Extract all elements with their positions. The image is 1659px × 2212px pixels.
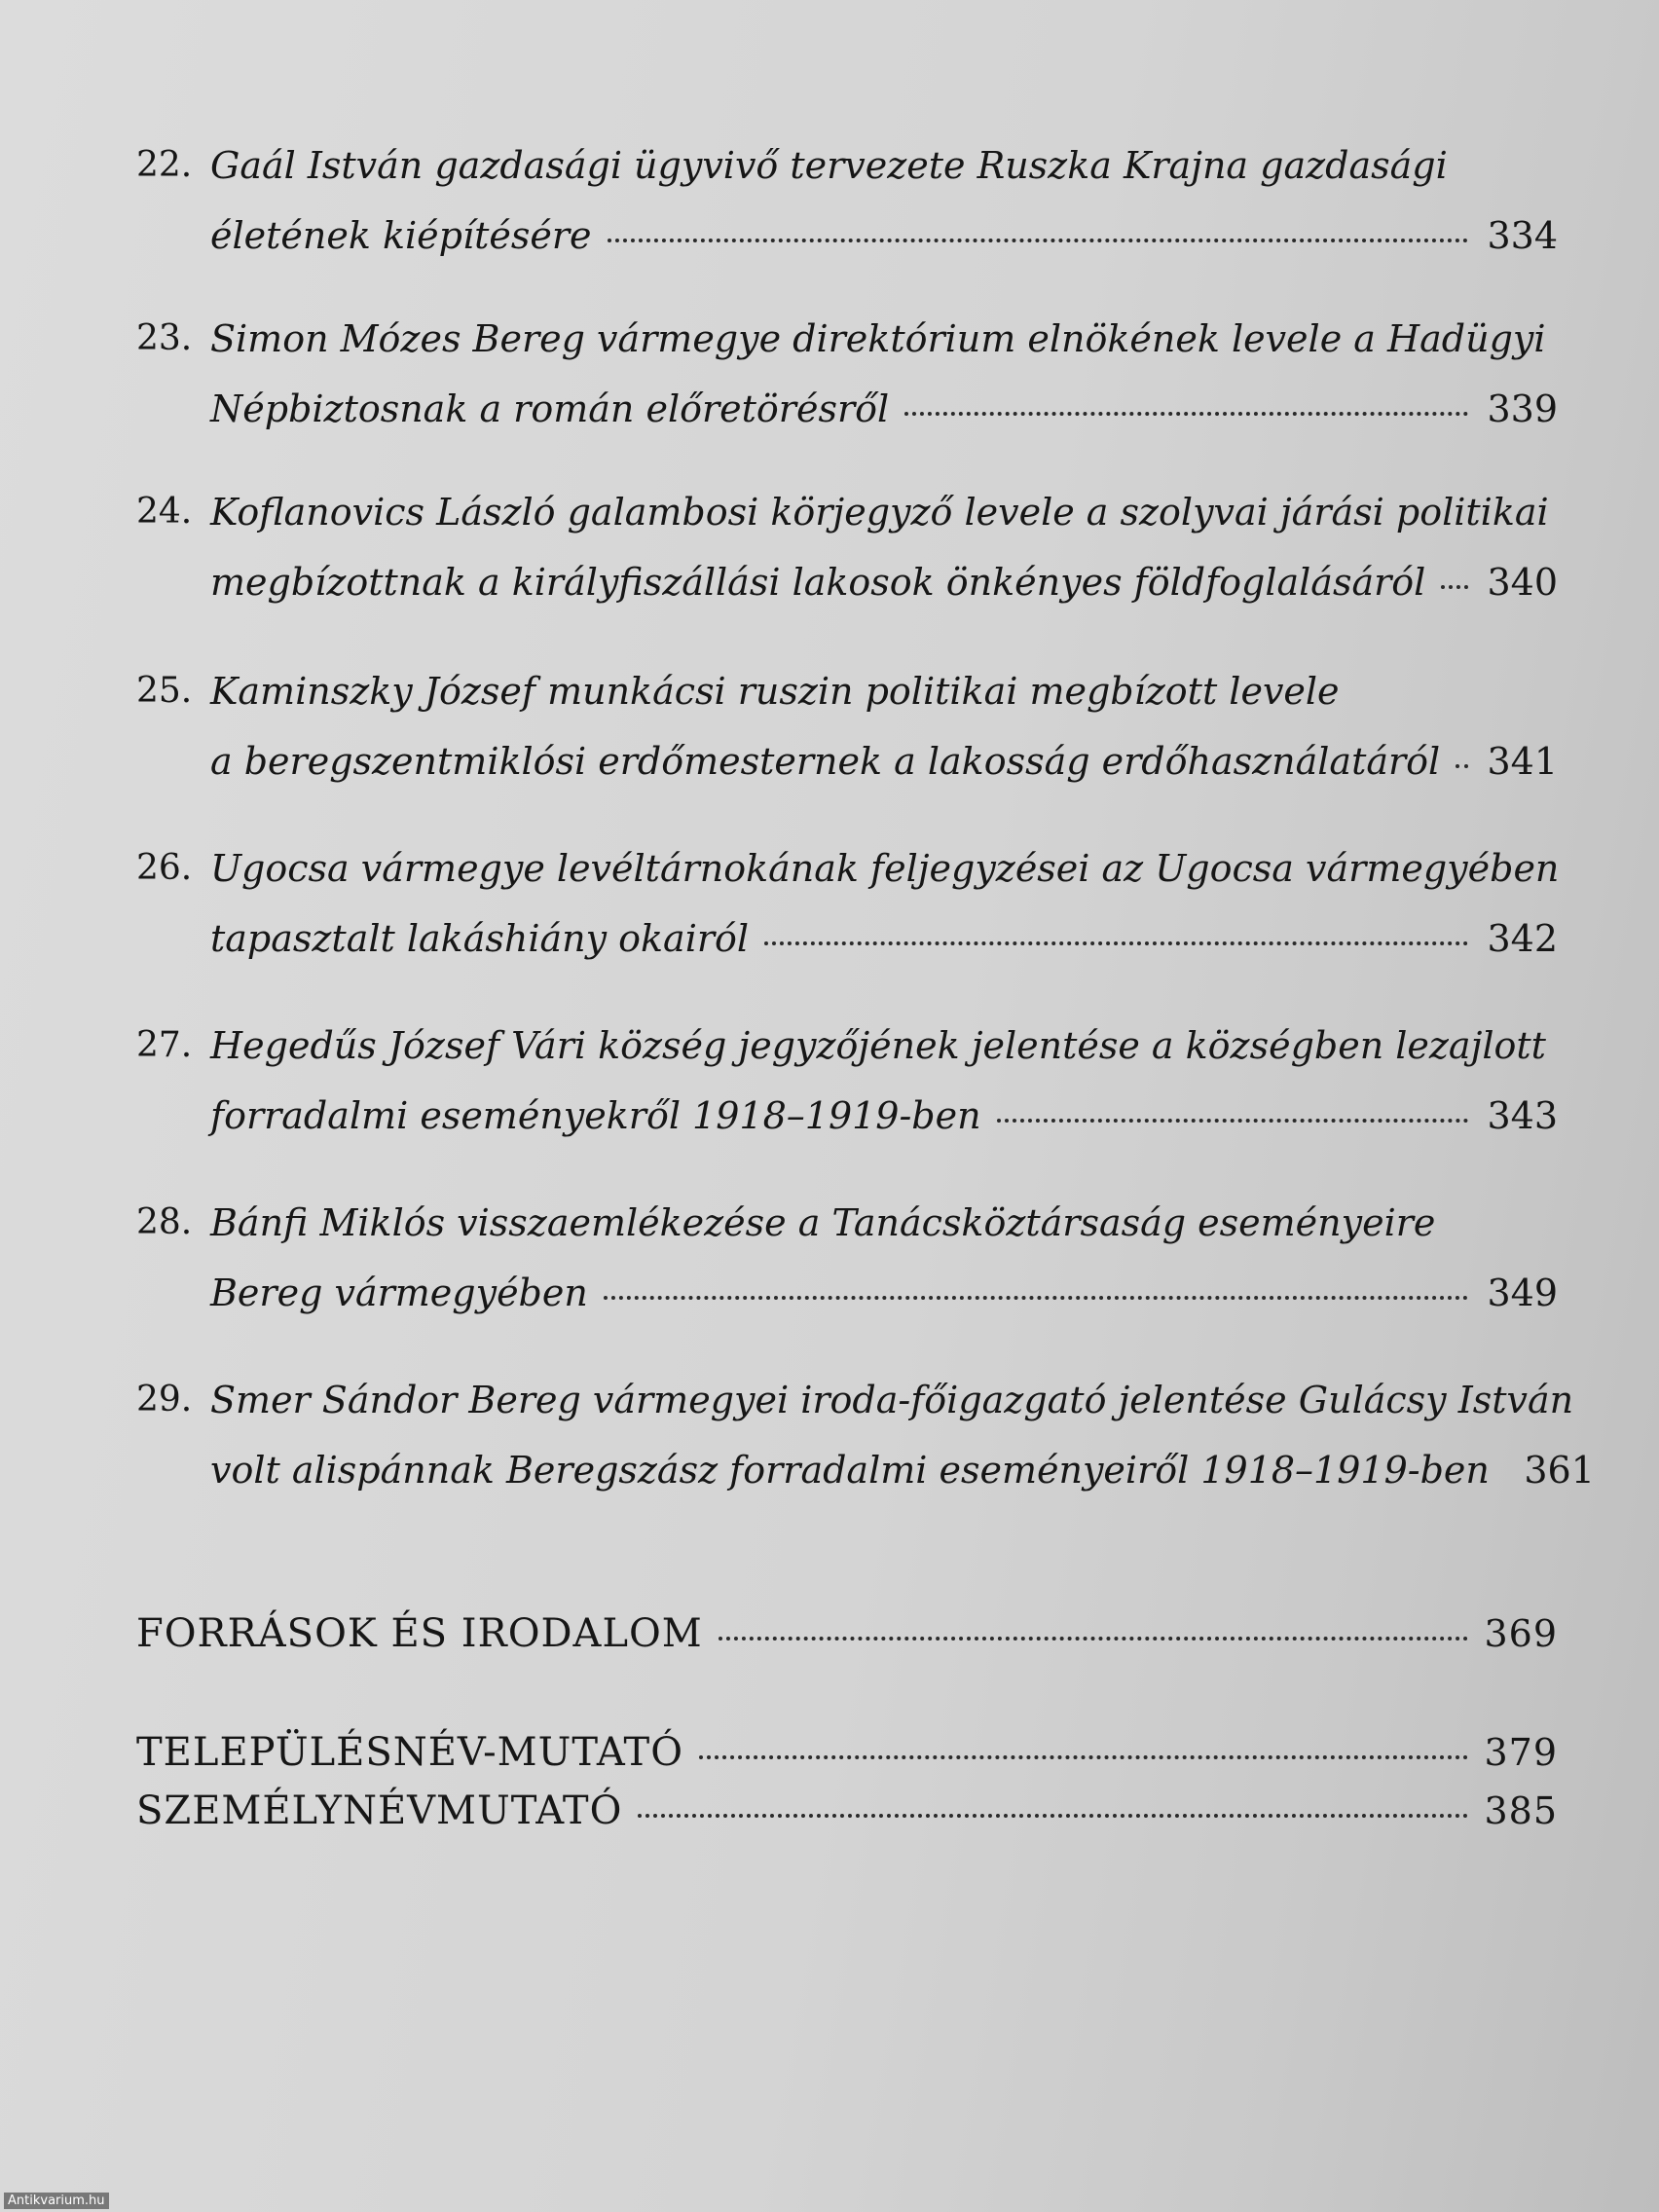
section-title: SZEMÉLYNÉVMUTATÓ bbox=[136, 1788, 623, 1833]
entry-title-line2: életének kiépítésére bbox=[210, 214, 592, 257]
toc-section bbox=[136, 1604, 1558, 1663]
entry-title-line2: forradalmi eseményekről 1918–1919-ben bbox=[210, 1094, 981, 1137]
entry-number: 22. bbox=[136, 145, 193, 185]
entry-title-line2-row bbox=[210, 1441, 1595, 1499]
section-page-number: 369 bbox=[1484, 1612, 1558, 1655]
entry-page-number: 343 bbox=[1487, 1094, 1558, 1137]
entry-page-number: 334 bbox=[1487, 214, 1558, 257]
entry-title-line2: volt alispánnak Beregszász forradalmi eseményeiről 1918–1919-ben bbox=[210, 1449, 1490, 1492]
section-title: FORRÁSOK ÉS IRODALOM bbox=[136, 1611, 703, 1656]
watermark: Antikvarium.hu bbox=[4, 2193, 109, 2209]
entry-title-line1: Kaminszky József munkácsi ruszin politikai megbízott levele bbox=[210, 670, 1340, 713]
entry-title-line1: Hegedűs József Vári község jegyzőjének jelentése a községben lezajlott bbox=[210, 1024, 1546, 1067]
entry-title-line1: Koflanovics László galambosi körjegyző levele a szolyvai járási politikai bbox=[210, 491, 1549, 534]
dot-leader bbox=[699, 1755, 1468, 1759]
entry-title-line2-row bbox=[210, 553, 1558, 611]
entry-page-number: 341 bbox=[1487, 740, 1558, 783]
entry-title-line2: tapasztalt lakáshiány okairól bbox=[210, 917, 750, 960]
entry-title-line2: megbízottnak a királyfiszállási lakosok önkényes földfoglalásáról bbox=[210, 561, 1426, 604]
entry-title-line1: Gaál István gazdasági ügyvivő tervezete Ruszka Krajna gazdasági bbox=[210, 144, 1448, 187]
entry-title-line2-row bbox=[210, 380, 1558, 438]
entry-title-line2-row bbox=[210, 206, 1558, 265]
entry-number: 28. bbox=[136, 1202, 193, 1242]
dot-leader bbox=[719, 1637, 1468, 1641]
section-page-number: 385 bbox=[1484, 1789, 1558, 1832]
dot-leader bbox=[764, 941, 1468, 945]
dot-leader bbox=[1456, 764, 1468, 768]
entry-title-line1: Simon Mózes Bereg vármegye direktórium elnökének levele a Hadügyi bbox=[210, 317, 1546, 360]
dot-leader bbox=[608, 239, 1468, 242]
dot-leader bbox=[904, 412, 1468, 416]
section-title: TELEPÜLÉSNÉV-MUTATÓ bbox=[136, 1730, 683, 1775]
entry-page-number: 342 bbox=[1487, 917, 1558, 960]
entry-page-number: 361 bbox=[1524, 1449, 1595, 1492]
entry-number: 27. bbox=[136, 1025, 193, 1065]
dot-leader bbox=[638, 1814, 1468, 1818]
toc-section bbox=[136, 1782, 1558, 1840]
dot-leader bbox=[997, 1119, 1468, 1123]
entry-title-line2: Népbiztosnak a román előretörésről bbox=[210, 387, 890, 430]
entry-number: 25. bbox=[136, 671, 193, 711]
entry-title-line1: Smer Sándor Bereg vármegyei iroda-főigazgató jelentése Gulácsy István bbox=[210, 1379, 1574, 1421]
entry-number: 29. bbox=[136, 1380, 193, 1419]
dot-leader bbox=[1441, 585, 1468, 589]
section-page-number: 379 bbox=[1484, 1731, 1558, 1774]
entry-number: 24. bbox=[136, 492, 193, 532]
entry-title-line2: a beregszentmiklósi erdőmesternek a lakosság erdőhasználatáról bbox=[210, 740, 1441, 783]
dot-leader bbox=[604, 1296, 1468, 1300]
entry-number: 23. bbox=[136, 318, 193, 358]
entry-title-line1: Bánfi Miklós visszaemlékezése a Tanácsköztársaság eseményeire bbox=[210, 1201, 1436, 1244]
entry-title-line2-row bbox=[210, 909, 1558, 968]
entry-number: 26. bbox=[136, 848, 193, 888]
entry-title-line2-row bbox=[210, 1087, 1558, 1145]
entry-page-number: 349 bbox=[1487, 1272, 1558, 1314]
entry-title-line2-row bbox=[210, 732, 1558, 791]
entry-title-line2: Bereg vármegyében bbox=[210, 1272, 588, 1314]
entry-page-number: 339 bbox=[1487, 387, 1558, 430]
entry-title-line2-row bbox=[210, 1264, 1558, 1322]
entry-page-number: 340 bbox=[1487, 561, 1558, 604]
toc-section bbox=[136, 1723, 1558, 1782]
entry-title-line1: Ugocsa vármegye levéltárnokának feljegyzései az Ugocsa vármegyében bbox=[210, 847, 1560, 890]
